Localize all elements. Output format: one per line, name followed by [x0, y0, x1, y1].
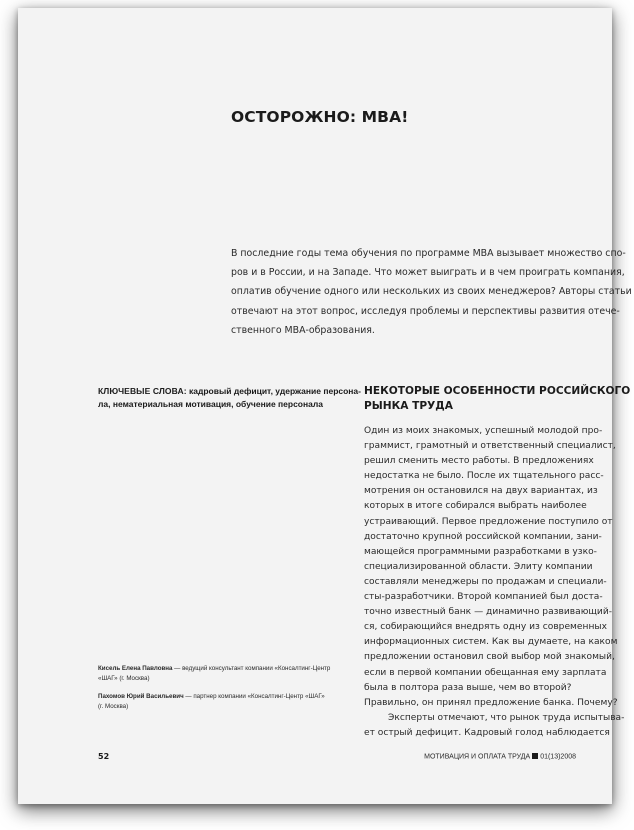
- body-line: специализированной области. Элиту компании: [364, 561, 593, 572]
- keywords-label: КЛЮЧЕВЫЕ СЛОВА:: [98, 386, 187, 396]
- lead-line: В последние годы тема обучения по программе МВА вызывает множество спо-: [231, 248, 626, 259]
- lead-line: отвечают на этот вопрос, исследуя проблемы и перспективы развития отече-: [231, 305, 620, 317]
- author-line: [98, 692, 343, 702]
- author-role: — партнер компании «Консалтинг-Центр «ШАГ»: [183, 693, 325, 700]
- body-line: составляли менеджеры по продажам и специали-: [364, 576, 607, 587]
- section-heading-line: НЕКОТОРЫЕ ОСОБЕННОСТИ РОССИЙСКОГО: [364, 385, 631, 397]
- author-line: [98, 664, 343, 674]
- author-affiliation: «ШАГ» (г. Москва): [98, 675, 150, 682]
- body-line: мающейся программными разработками в узко-: [364, 546, 597, 557]
- body-line: Эксперты отмечают, что рынок труда испытыва-: [388, 712, 625, 723]
- body-line: которых в итоге собирался выбрать наиболее: [364, 501, 587, 512]
- body-line: была в полтора раза выше, чем во второй?: [364, 682, 572, 693]
- body-line: достаточно крупной российской компании, зани-: [364, 531, 602, 542]
- keywords-text: кадровый дефицит, удержание персона-: [186, 386, 361, 396]
- body-line: граммист, грамотный и ответственный специалист,: [364, 441, 616, 452]
- body-line: ся, собирающийся внедрять одну из современных: [364, 622, 607, 633]
- page-number: 52: [98, 752, 110, 761]
- author-role: — ведущий консультант компании «Консалтинг-Центр: [172, 665, 331, 672]
- keywords-block: [98, 385, 361, 410]
- magazine-page: [18, 8, 632, 804]
- author-name: Кисель Елена Павловна: [98, 665, 173, 672]
- body-line: Один из моих знакомых, успешный молодой про-: [364, 426, 603, 436]
- author-entry: [98, 664, 343, 684]
- body-line: ет острый дефицит. Кадровый голод наблюдается: [364, 727, 610, 738]
- magazine-name: МОТИВАЦИЯ И ОПЛАТА ТРУДА: [424, 753, 531, 761]
- section-heading-line: РЫНКА ТРУДА: [364, 400, 453, 412]
- body-line: недостатка не было. После их тщательного расс-: [364, 471, 604, 482]
- body-line: решил сменить место работы. В предложениях: [364, 456, 594, 467]
- body-line: Правильно, он принял предложение банка. Почему?: [364, 697, 618, 708]
- lead-line: оплатив обучение одного или нескольких из своих менеджеров? Авторы статьи: [231, 286, 632, 298]
- issue-number: 01(13)2008: [540, 753, 576, 761]
- author-entry: [98, 692, 343, 712]
- lead-line: ственного МВА-образования.: [231, 324, 375, 336]
- body-line: точно известный банк — динамично развивающий-: [364, 607, 613, 618]
- article-lead: [231, 244, 632, 340]
- article-title: ОСТОРОЖНО: МВА!: [231, 108, 409, 126]
- body-line: сты-разработчики. Второй компанией был доста-: [364, 592, 603, 603]
- keywords-text: ла, нематериальная мотивация, обучение персонала: [98, 398, 323, 409]
- body-line: устраивающий. Первое предложение поступило от: [364, 516, 613, 527]
- article-body: [364, 424, 625, 741]
- body-line: если в первой компании обещанная ему зарплата: [364, 667, 607, 678]
- section-heading: [364, 384, 631, 414]
- lead-line: ров и в России, и на Западе. Что может выиграть и в чем проиграть компания,: [231, 267, 625, 279]
- body-line: предложении остановил свой выбор мой знакомый,: [364, 652, 615, 663]
- authors-block: [98, 664, 343, 720]
- author-affiliation: (г. Москва): [98, 703, 129, 710]
- author-name: Пахомов Юрий Васильевич: [98, 693, 184, 700]
- body-line: мотрения он остановился на двух вариантах, из: [364, 486, 598, 497]
- keywords-line: [98, 385, 361, 398]
- square-bullet-icon: [532, 753, 538, 759]
- running-footer: [424, 753, 576, 761]
- body-line: информационных систем. Как вы думаете, на каком: [364, 637, 618, 648]
